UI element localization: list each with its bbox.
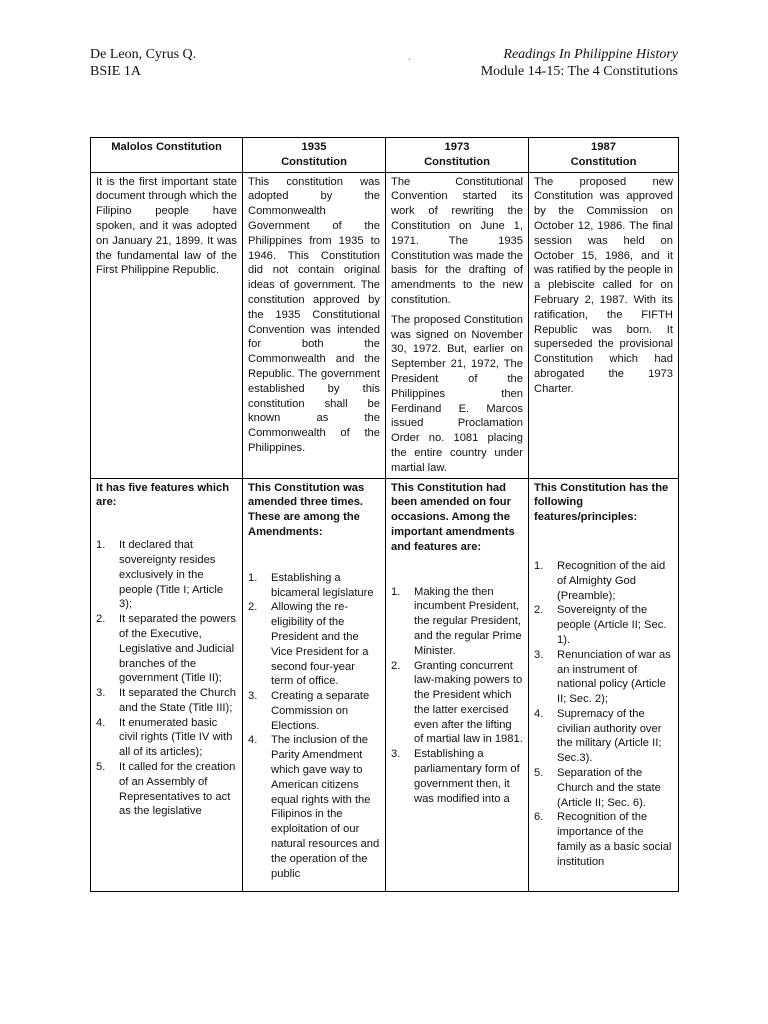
author-header — [90, 46, 196, 80]
features-lead: This Constitution had been amended on four occasions. Among the important amendments and features are: — [391, 481, 515, 553]
list-item-text: Sovereignty of the people (Article II; Sec. 1). — [557, 604, 667, 646]
list-item — [248, 600, 380, 689]
list-item — [96, 716, 237, 760]
list-item-number: 1. — [96, 539, 106, 552]
list-item — [391, 585, 523, 659]
description-row — [91, 172, 679, 478]
list-item-text: Establishing a parliamentary form of government then, it was modified into a — [414, 748, 520, 805]
author-name: De Leon, Cyrus Q. — [90, 47, 197, 62]
list-item-number: 1. — [534, 559, 544, 572]
features-list — [534, 559, 673, 870]
header-1973: 1973 Constitution — [386, 138, 529, 173]
module-title: Module 14-15: The 4 Constitutions — [480, 64, 678, 79]
list-item-text: Creating a separate Commission on Elections. — [271, 690, 370, 732]
header-1935: 1935 Constitution — [243, 138, 386, 173]
list-item-number: 4. — [248, 734, 258, 747]
list-item — [96, 612, 237, 686]
list-item-number: 3. — [534, 648, 544, 661]
constitutions-table — [90, 137, 679, 892]
list-item-number: 2. — [96, 613, 106, 626]
list-item-text: Granting concurrent law-making powers to the President which the latter exercised even after the lifting of martial law in 1981. — [414, 659, 523, 746]
list-item-text: It declared that sovereignty resides exclusively in the people (Title I; Article 3); — [119, 539, 224, 611]
list-item — [248, 689, 380, 733]
features-list — [391, 585, 523, 807]
list-item-number: 3. — [96, 687, 106, 700]
list-item-number: 5. — [96, 761, 106, 774]
list-item — [96, 686, 237, 716]
author-section: BSIE 1A — [90, 64, 141, 79]
list-item-number: 4. — [96, 716, 106, 729]
list-item-text: It enumerated basic civil rights (Title IV with all of its articles); — [119, 716, 233, 759]
features-list — [96, 538, 237, 819]
list-item — [534, 810, 673, 869]
stray-mark: ` — [408, 58, 412, 69]
desc-1935: This constitution was adopted by the Commonwealth Government of the Philippines from 1935 to 1946. This Constitution did not contain original ideas of government. The constitution approved by the 1935 Constitutional Convention was intended for both the Commonwealth and the Republic. The government established by this constitution shall be known as the Commonwealth of the Philippines. — [243, 172, 386, 478]
list-item — [534, 603, 673, 647]
list-item-text: Renunciation of war as an instrument of national policy (Article II; Sec. 2); — [557, 648, 671, 706]
list-item — [391, 659, 523, 748]
header-malolos: Malolos Constitution — [91, 138, 243, 173]
desc-1987: The proposed new Constitution was approved by the Commission on October 12, 1986. The final session was held on October 15, 1986, and it was ratified by the people in a plebiscite called for on February 2, 1987. With its ratification, the FIFTH Republic was born. It superseded the provisional Constitution which had abrogated the 1973 Charter. — [529, 172, 679, 478]
features-malolos — [91, 478, 243, 891]
desc-1973: The Constitutional Convention started its work of rewriting the Constitution on June 1, 1971. The 1935 Constitution was made the basis for the drafting of amendments to the new constitution. The proposed Constitution was signed on November 30, 1972. But, earlier on September 21, 1972, The President of the Philippines then Ferdinand E. Marcos issued Proclamation Order no. 1081 placing the entire country under martial law. — [386, 172, 529, 478]
list-item-number: 2. — [534, 604, 544, 617]
list-item — [248, 571, 380, 601]
list-item — [248, 733, 380, 881]
features-lead: This Constitution has the following features/principles: — [534, 481, 669, 524]
course-header — [481, 46, 678, 80]
features-1973 — [386, 478, 529, 891]
list-item-number: 2. — [391, 659, 401, 672]
course-title: Readings In Philippine History — [503, 47, 678, 62]
list-item-number: 6. — [534, 811, 544, 824]
list-item-text: Recognition of the aid of Almighty God (Preamble); — [557, 559, 666, 602]
list-item-text: It separated the Church and the State (Title III); — [119, 687, 236, 714]
list-item-number: 1. — [391, 585, 401, 598]
list-item-text: Supremacy of the civilian authority over the military (Article II; Sec.3). — [557, 707, 662, 765]
list-item-text: Separation of the Church and the state (Article II; Sec. 6). — [557, 767, 661, 809]
list-item-number: 3. — [391, 748, 401, 761]
list-item-text: Allowing the re-eligibility of the President and the Vice President for a second four-year term of office. — [271, 601, 369, 688]
list-item — [391, 747, 523, 806]
list-item-number: 5. — [534, 767, 544, 780]
list-item-text: The inclusion of the Parity Amendment which gave way to American citizens equal rights with the Filipinos in the exploitation of our natural resources and the operation of the public — [271, 734, 380, 880]
list-item — [96, 760, 237, 819]
desc-malolos: It is the first important state document through which the Filipino people have spoken, and it was adopted on January 21, 1899. It was the fundamental law of the First Philippine Republic. — [91, 172, 243, 478]
features-lead: This Constitution was amended three times. These are among the Amendments: — [248, 481, 365, 538]
list-item — [534, 766, 673, 810]
features-row — [91, 478, 679, 891]
list-item-text: Establishing a bicameral legislature — [271, 571, 374, 599]
table-header-row — [91, 138, 679, 173]
list-item-text: Recognition of the importance of the family as a basic social institution — [557, 811, 672, 868]
list-item-number: 2. — [248, 601, 258, 614]
features-1935 — [243, 478, 386, 891]
list-item — [96, 538, 237, 612]
features-1987 — [529, 478, 679, 891]
features-lead: It has five features which are: — [96, 481, 230, 509]
list-item-text: Making the then incumbent President, the regular President, and the regular Prime Minister. — [414, 585, 522, 657]
list-item-text: It called for the creation of an Assembly of Representatives to act as the legislative — [119, 761, 236, 818]
header-1987: 1987 Constitution — [529, 138, 679, 173]
features-list — [248, 571, 380, 882]
list-item-number: 1. — [248, 571, 258, 584]
list-item — [534, 559, 673, 603]
list-item-text: It separated the powers of the Executive, Legislative and Judicial branches of the government (Title II); — [119, 613, 236, 685]
list-item-number: 4. — [534, 707, 544, 720]
list-item — [534, 648, 673, 707]
list-item-number: 3. — [248, 690, 258, 703]
list-item — [534, 707, 673, 766]
